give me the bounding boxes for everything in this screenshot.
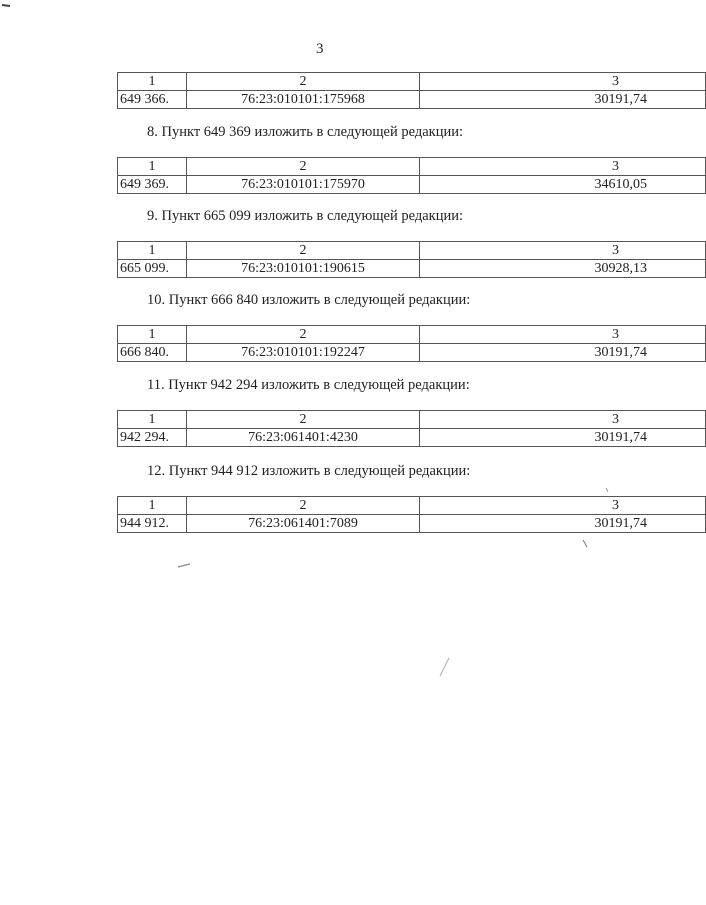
column-header-3: 3 xyxy=(420,158,706,176)
entry-table xyxy=(117,241,706,278)
column-header-1: 1 xyxy=(118,411,187,429)
cadastral-value: 30191,74 xyxy=(420,344,706,362)
table-row xyxy=(118,176,706,194)
column-header-2: 2 xyxy=(187,73,420,91)
table-header-row xyxy=(118,326,706,344)
column-header-3: 3 xyxy=(420,73,706,91)
instruction-text: 11. Пункт 942 294 изложить в следующей редакции: xyxy=(147,377,470,393)
table-row xyxy=(118,429,706,447)
table-row xyxy=(118,344,706,362)
table-header-row xyxy=(118,73,706,91)
column-header-2: 2 xyxy=(187,242,420,260)
instruction-text: 12. Пункт 944 912 изложить в следующей редакции: xyxy=(147,463,471,479)
column-header-3: 3 xyxy=(420,497,706,515)
entry-table xyxy=(117,72,706,109)
instruction-text: 10. Пункт 666 840 изложить в следующей редакции: xyxy=(147,292,471,308)
page-number: 3 xyxy=(316,41,324,57)
column-header-2: 2 xyxy=(187,158,420,176)
column-header-2: 2 xyxy=(187,497,420,515)
cadastral-value: 30191,74 xyxy=(420,429,706,447)
entry-table xyxy=(117,325,706,362)
cadastral-value: 34610,05 xyxy=(420,176,706,194)
column-header-2: 2 xyxy=(187,326,420,344)
scan-speck xyxy=(178,564,190,567)
scan-speck xyxy=(583,540,587,547)
entry-table xyxy=(117,410,706,447)
cadastral-number: 76:23:010101:175968 xyxy=(187,91,420,109)
point-number: 665 099. xyxy=(118,260,187,278)
scan-speck xyxy=(2,5,10,6)
table-header-row xyxy=(118,497,706,515)
column-header-3: 3 xyxy=(420,326,706,344)
point-number: 649 366. xyxy=(118,91,187,109)
point-number: 942 294. xyxy=(118,429,187,447)
column-header-1: 1 xyxy=(118,326,187,344)
column-header-1: 1 xyxy=(118,73,187,91)
table-row xyxy=(118,91,706,109)
column-header-2: 2 xyxy=(187,411,420,429)
column-header-1: 1 xyxy=(118,158,187,176)
point-number: 666 840. xyxy=(118,344,187,362)
table-header-row xyxy=(118,158,706,176)
point-number: 944 912. xyxy=(118,515,187,533)
column-header-3: 3 xyxy=(420,411,706,429)
column-header-1: 1 xyxy=(118,497,187,515)
entry-table xyxy=(117,496,706,533)
cadastral-number: 76:23:010101:175970 xyxy=(187,176,420,194)
table-row xyxy=(118,260,706,278)
table-header-row xyxy=(118,242,706,260)
table-header-row xyxy=(118,411,706,429)
scan-speck xyxy=(606,488,608,492)
cadastral-number: 76:23:010101:192247 xyxy=(187,344,420,362)
column-header-1: 1 xyxy=(118,242,187,260)
instruction-text: 9. Пункт 665 099 изложить в следующей редакции: xyxy=(147,208,464,224)
column-header-3: 3 xyxy=(420,242,706,260)
table-row xyxy=(118,515,706,533)
cadastral-number: 76:23:061401:4230 xyxy=(187,429,420,447)
cadastral-value: 30191,74 xyxy=(420,515,706,533)
cadastral-value: 30191,74 xyxy=(420,91,706,109)
instruction-text: 8. Пункт 649 369 изложить в следующей редакции: xyxy=(147,124,464,140)
entry-table xyxy=(117,157,706,194)
point-number: 649 369. xyxy=(118,176,187,194)
scan-speck xyxy=(440,658,449,676)
cadastral-number: 76:23:010101:190615 xyxy=(187,260,420,278)
cadastral-number: 76:23:061401:7089 xyxy=(187,515,420,533)
cadastral-value: 30928,13 xyxy=(420,260,706,278)
